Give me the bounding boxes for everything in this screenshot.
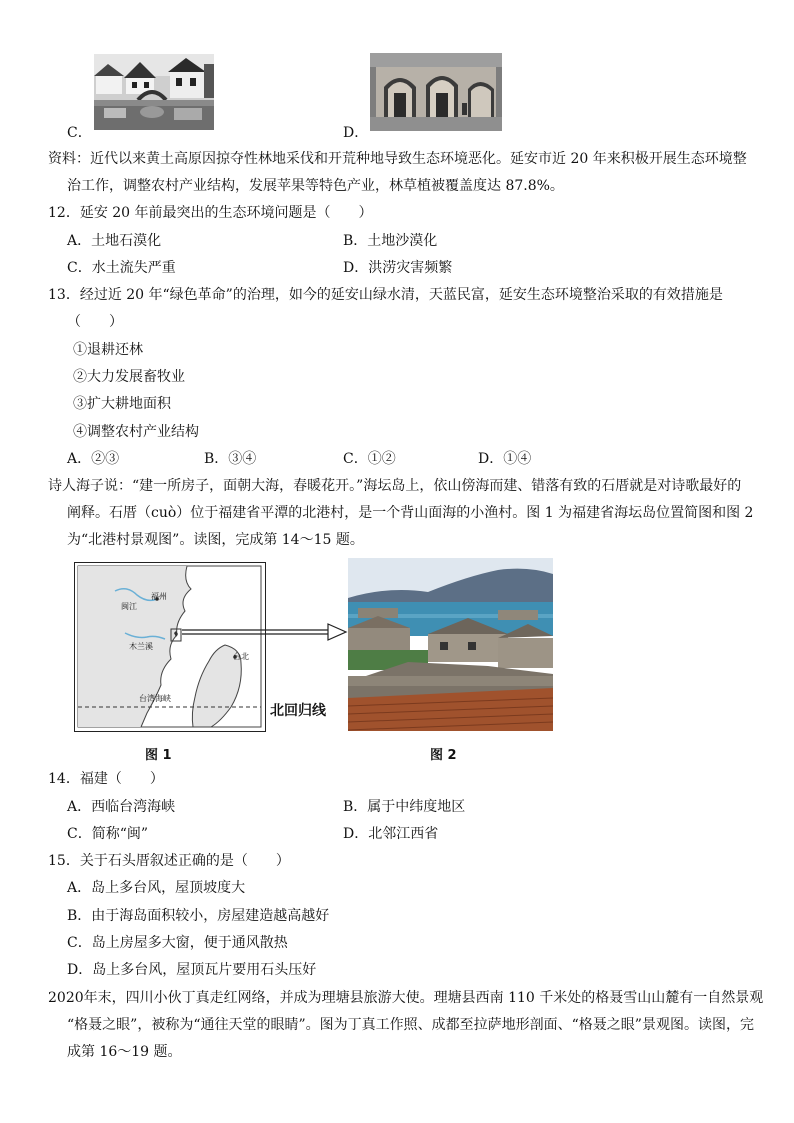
q12-stem: 12．延安 20 年前最突出的生态环境问题是（ ） — [48, 205, 373, 221]
material-1-line-2: 治工作，调整农村产业结构，发展苹果等特色产业，林草植被覆盖度达 87.8%。 — [67, 178, 564, 194]
map-label-mulan: 木兰溪 — [129, 642, 153, 651]
map-label-strait: 台湾海峡 — [139, 694, 171, 703]
q15-stem: 15．关于石头厝叙述正确的是（ ） — [48, 853, 290, 869]
figure-arrow — [180, 620, 350, 644]
figure-1-map — [74, 562, 266, 732]
q14-option-d: D．北邻江西省 — [343, 826, 439, 842]
map-label-fuzhou: 福州 — [151, 592, 167, 601]
q12-option-c: C．水土流失严重 — [67, 260, 176, 276]
material-2-line-3: 为“北港村景观图”。读图，完成第 14～15 题。 — [67, 532, 364, 548]
material-3-line-3: 成第 16～19 题。 — [67, 1044, 182, 1060]
q15-option-d: D．岛上多台风，屋顶瓦片要用石头压好 — [67, 962, 317, 978]
option-c-photo — [94, 54, 214, 130]
figure-2-caption: 图 2 — [430, 748, 457, 763]
figure-1-caption: 图 1 — [145, 748, 172, 763]
material-3-line-1: 2020年末，四川小伙丁真走红网络，并成为理塘县旅游大使。理塘县西南 110 千米处的格聂雪山山麓有一自然景观 — [48, 990, 764, 1006]
q13-item-1: ①退耕还林 — [73, 342, 143, 358]
material-1-line-1: 资料：近代以来黄土高原因掠夺性林地采伐和开荒种地导致生态环境恶化。延安市近 20 年来积极开展生态环境整 — [48, 151, 747, 167]
material-2-line-1: 诗人海子说：“建一所房子，面朝大海，春暖花开。”海坛岛上，依山傍海而建、错落有致的石厝就是对诗歌最好的 — [48, 478, 742, 494]
q13-option-d: D．①④ — [478, 451, 532, 467]
option-d-photo — [370, 53, 502, 131]
q15-option-c: C．岛上房屋多大窗，便于通风散热 — [67, 935, 288, 951]
q13-option-b: B．③④ — [204, 451, 257, 467]
map-label-minjiang: 闽江 — [121, 602, 137, 611]
q12-option-a: A．土地石漠化 — [67, 233, 162, 249]
q13-item-2: ②大力发展畜牧业 — [73, 369, 185, 385]
q13-option-c: C．①② — [343, 451, 396, 467]
q13-stem-line-1: 13．经过近 20 年“绿色革命”的治理，如今的延安山绿水清，天蓝民富，延安生态环境整治采取的有效措施是 — [48, 287, 723, 303]
q14-option-c: C．简称“闽” — [67, 826, 149, 842]
q11-option-c-label: C． — [67, 125, 92, 141]
q13-option-a: A．②③ — [67, 451, 120, 467]
tropic-of-cancer-label: 北回归线 — [270, 703, 326, 719]
q12-option-d: D．洪涝灾害频繁 — [343, 260, 453, 276]
q13-item-3: ③扩大耕地面积 — [73, 396, 171, 412]
q13-item-4: ④调整农村产业结构 — [73, 424, 199, 440]
q12-option-b: B．土地沙漠化 — [343, 233, 438, 249]
q13-stem-line-2: （ ） — [67, 314, 123, 330]
material-3-line-2: “格聂之眼”，被称为“通往天堂的眼睛”。图为丁真工作照、成都至拉萨地形剖面、“格聂之眼”景观图。读图，完 — [67, 1017, 754, 1033]
q14-option-b: B．属于中纬度地区 — [343, 799, 466, 815]
q15-option-b: B．由于海岛面积较小，房屋建造越高越好 — [67, 908, 330, 924]
q14-option-a: A．西临台湾海峡 — [67, 799, 176, 815]
map-label-taibei: 台北 — [233, 652, 249, 661]
q11-option-d-label: D． — [343, 125, 369, 141]
q15-option-a: A．岛上多台风，屋顶坡度大 — [67, 880, 246, 896]
material-2-line-2: 阐释。石厝（cuò）位于福建省平潭的北港村，是一个背山面海的小渔村。图 1 为福建省海坛岛位置简图和图 2 — [67, 505, 754, 521]
figure-2-photo — [348, 558, 553, 731]
q14-stem: 14．福建（ ） — [48, 771, 164, 787]
